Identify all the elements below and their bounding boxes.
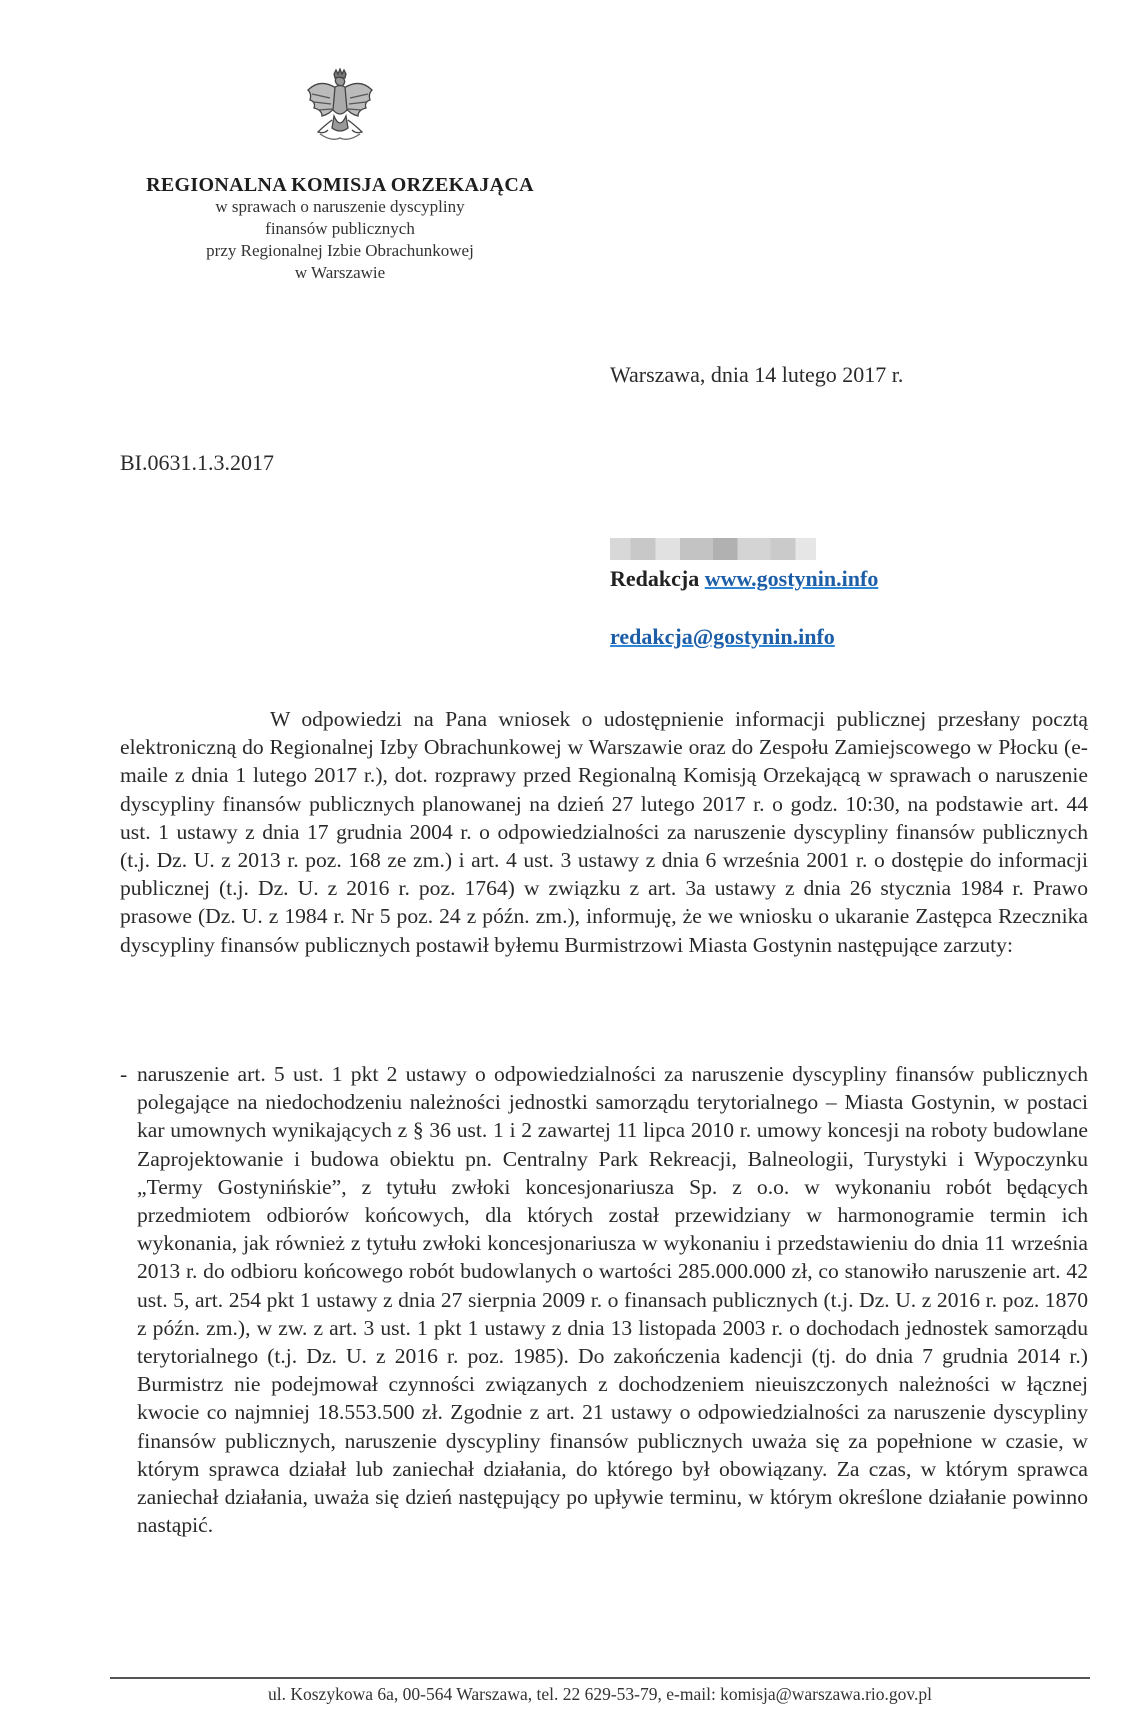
redacted-recipient-name <box>610 538 816 560</box>
reference-number: BI.0631.1.3.2017 <box>120 450 274 475</box>
polish-eagle-emblem-icon <box>302 68 378 152</box>
list-dash: - <box>120 1062 128 1086</box>
charge-list-item <box>120 1060 1088 1539</box>
recipient-email-link[interactable]: redakcja@gostynin.info <box>610 624 835 649</box>
charge-text: naruszenie art. 5 ust. 1 pkt 2 ustawy o odpowiedzialności za naruszenie dyscypliny finansów publicznych polegające na niedochodzeniu należności jednostki samorządu terytorialnego – Miasta Gostynin, w postaci kar umownych wynikających z § 36 ust. 1 i 2 zawartej 11 lipca 2010 r. umowy koncesji na roboty budowlane Zaprojektowanie i budowa obiektu pn. Centralny Park Rekreacji, Balneologii, Turystyki i Wypoczynku „Termy Gostynińskie”, z tytułu zwłoki koncesjonariusza Sp. z o.o. w wykonaniu robót będących przedmiotem odbiorów końcowych, dla których został przewidziany w harmonogramie termin ich wykonania, jak również z tytułu zwłoki koncesjonariusza w wykonaniu i przedstawieniu do dnia 11 września 2013 r. do odbioru końcowego robót budowlanych o wartości 285.000.000 zł, co stanowiło naruszenie art. 42 ust. 5, art. 254 pkt 1 ustawy z dnia 27 sierpnia 2009 r. o finansach publicznych (t.j. Dz. U. z 2016 r. poz. 1870 z późn. zm.), w zw. z art. 3 ust. 1 pkt 1 ustawy z dnia 13 listopada 2003 r. o dochodach jednostek samorządu terytorialnego (t.j. Dz. U. z 2016 r. poz. 1985). Do zakończenia kadencji (tj. do dnia 7 grudnia 2014 r.) Burmistrz nie podejmował czynności związanych z dochodzeniem nieuiszczonych należności w łącznej kwocie co najmniej 18.553.500 zł. Zgodnie z art. 21 ustawy o odpowiedzialności za naruszenie dyscypliny finansów publicznych, naruszenie dyscypliny finansów publicznych uważa się za popełnione w czasie, w którym sprawca działał lub zaniechał działania, do którego był obowiązany. Za czas, w którym sprawca zaniechał działania, uważa się dzień następujący po upływie terminu, w którym określone działanie powinno nastąpić. <box>137 1062 1088 1538</box>
letter-body <box>120 705 1088 959</box>
letterhead <box>120 174 560 284</box>
body-paragraph-1: W odpowiedzi na Pana wniosek o udostępnienie informacji publicznej przesłany pocztą elektroniczną do Regionalnej Izby Obrachunkowej w Warszawie oraz do Zespołu Zamiejscowego w Płocku (e-maile z dnia 1 lutego 2017 r.), dot. rozprawy przed Regionalną Komisją Orzekającą w sprawach o naruszenie dyscypliny finansów publicznych planowanej na dzień 27 lutego 2017 r. o godz. 10:30, na podstawie art. 44 ust. 1 ustawy z dnia 17 grudnia 2004 r. o odpowiedzialności za naruszenie dyscypliny finansów publicznych (t.j. Dz. U. z 2013 r. poz. 168 ze zm.) i art. 4 ust. 3 ustawy z dnia 6 września 2001 r. o dostępie do informacji publicznej (t.j. Dz. U. z 2016 r. poz. 1764) w związku z art. 3a ustawy z dnia 26 stycznia 1984 r. Prawo prasowe (Dz. U. z 1984 r. Nr 5 poz. 24 z późn. zm.), informuję, że we wniosku o ukaranie Zastępca Rzecznika dyscypliny finansów publicznych postawił byłemu Burmistrzowi Miasta Gostynin następujące zarzuty: <box>120 707 1088 957</box>
institution-title: REGIONALNA KOMISJA ORZEKAJĄCA <box>146 174 534 196</box>
institution-subtitle-line-3: przy Regionalnej Izbie Obrachunkowej <box>206 241 474 260</box>
recipient-line <box>610 566 878 592</box>
recipient-label: Redakcja <box>610 566 700 591</box>
institution-subtitle-line-2: finansów publicznych <box>265 219 415 238</box>
institution-subtitle-line-1: w sprawach o naruszenie dyscypliny <box>215 197 465 216</box>
footer-contact: ul. Koszykowa 6a, 00-564 Warszawa, tel. 22 629-53-79, e-mail: komisja@warszawa.rio.gov.pl <box>268 1684 932 1704</box>
footer-divider <box>110 1677 1090 1679</box>
institution-subtitle-line-4: w Warszawie <box>294 263 386 282</box>
letter-date: Warszawa, dnia 14 lutego 2017 r. <box>610 362 904 387</box>
recipient-website-link[interactable]: www.gostynin.info <box>704 566 879 591</box>
recipient-email-line <box>610 624 835 650</box>
